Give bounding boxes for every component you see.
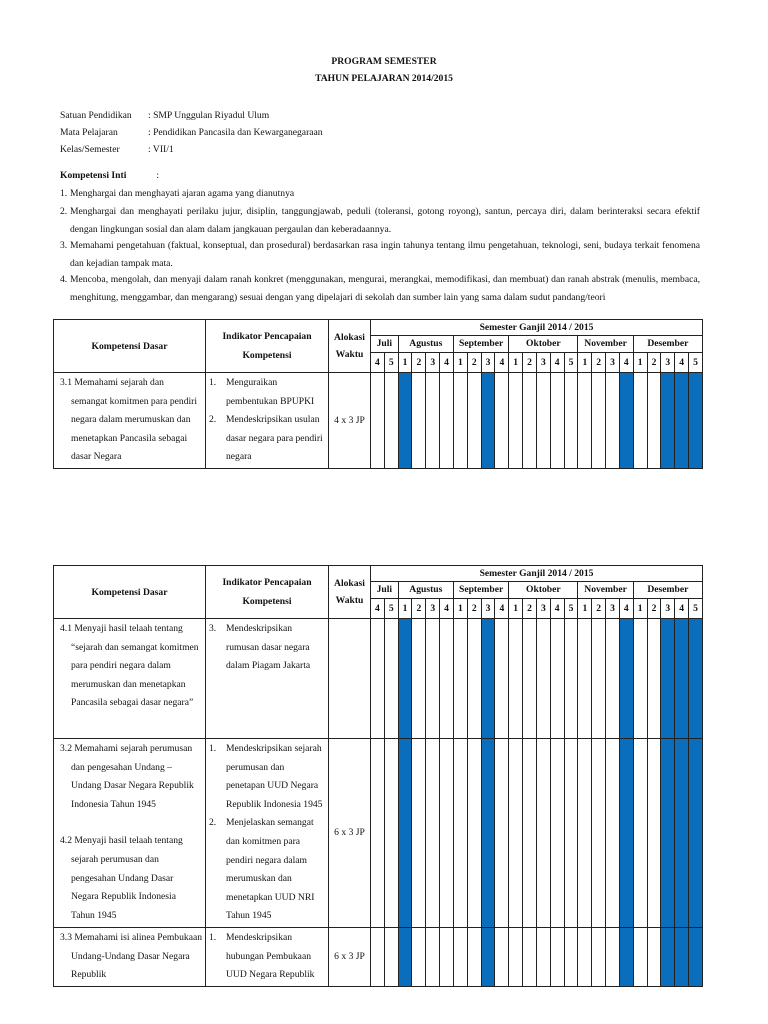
ki-number: 4. [60, 274, 68, 285]
header-week: 1 [398, 599, 412, 619]
week-cell [426, 619, 440, 739]
week-cell [578, 373, 592, 469]
header-week: 2 [467, 599, 481, 619]
week-cell [440, 739, 454, 928]
header-month: Oktober [509, 582, 578, 599]
week-cell-active [689, 739, 703, 928]
header-week: 1 [578, 599, 592, 619]
header-month: Agustus [398, 336, 453, 353]
indikator-number: 2. [209, 817, 217, 829]
kompetensi-inti-colon: : [156, 170, 160, 181]
kd-text: 3.1 Memahami sejarah dan semangat komitmen para pendiri negara dalam merumuskan dan menetapkan Pancasila sebagai dasar Negara [60, 377, 198, 463]
week-cell [509, 739, 523, 928]
week-cell [453, 373, 467, 469]
header-week: 4 [495, 599, 509, 619]
week-cell-active [675, 619, 689, 739]
week-cell [412, 739, 426, 928]
header-week: 4 [550, 599, 564, 619]
header-month: Oktober [509, 336, 578, 353]
week-cell [426, 927, 440, 986]
week-cell-active [481, 619, 495, 739]
indikator-text: Mendeskripsikan sejarah perumusan dan penetapan UUD Negara Republik Indonesia 1945 [226, 743, 323, 810]
week-cell [467, 373, 481, 469]
header-month: September [453, 582, 508, 599]
indikator-item [209, 411, 325, 467]
indikator-item [209, 929, 325, 985]
week-cell [647, 739, 661, 928]
week-cell [412, 619, 426, 739]
header-week: 3 [536, 353, 550, 373]
indikator-cell [206, 927, 329, 986]
header-week: 4 [675, 599, 689, 619]
week-cell [523, 619, 537, 739]
info-value: : VII/1 [148, 144, 174, 155]
week-cell-active [675, 739, 689, 928]
header-month: Desember [633, 336, 702, 353]
header-month: Agustus [398, 582, 453, 599]
kd-cell [54, 373, 206, 469]
indikator-item [209, 620, 325, 676]
week-cell [453, 739, 467, 928]
table-row [54, 927, 703, 986]
week-cell [536, 927, 550, 986]
indikator-number: 1. [209, 377, 217, 388]
week-cell [606, 373, 620, 469]
alokasi-cell [329, 619, 371, 739]
header-week: 3 [481, 353, 495, 373]
header-month: Juli [371, 336, 399, 353]
header-week: 2 [523, 599, 537, 619]
kd-text: 4.1 Menyaji hasil telaah tentang “sejarah dan semangat komitmen para pendiri negara dalam merumuskan dan menetapkan Pancasila sebagai dasar negara” [60, 623, 199, 709]
document-title: PROGRAM SEMESTER [331, 56, 437, 67]
kd-text: 3.2 Memahami sejarah perumusan dan pengesahan Undang – Undang Dasar Negara Republik Indonesia Tahun 1945 [60, 743, 194, 810]
kd-cell [54, 739, 206, 928]
header-week: 3 [661, 353, 675, 373]
week-cell [606, 739, 620, 928]
header-week: 4 [371, 353, 385, 373]
week-cell [633, 619, 647, 739]
ki-item [60, 185, 700, 203]
week-cell [495, 373, 509, 469]
header-week: 4 [371, 599, 385, 619]
week-cell [564, 927, 578, 986]
ki-number: 3. [60, 240, 68, 251]
indikator-text: Mendeskripsikan rumusan dasar negara dalam Piagam Jakarta [226, 623, 311, 672]
info-value: : Pendidikan Pancasila dan Kewarganegaraan [148, 127, 323, 138]
info-row [60, 144, 174, 155]
ki-item [60, 203, 700, 238]
header-semester: Semester Ganjil 2014 / 2015 [371, 566, 703, 582]
header-week: 2 [647, 599, 661, 619]
info-row [60, 110, 269, 121]
header-week: 5 [564, 599, 578, 619]
header-week: 3 [661, 599, 675, 619]
week-cell [523, 927, 537, 986]
alokasi-cell: 4 x 3 JP [329, 373, 371, 469]
header-indikator: Indikator Pencapaian Kompetensi [206, 566, 329, 619]
kompetensi-inti-title: Kompetensi Inti [60, 170, 127, 181]
header-week: 4 [440, 353, 454, 373]
week-cell [440, 619, 454, 739]
header-week: 2 [412, 353, 426, 373]
week-cell-active [689, 373, 703, 469]
week-cell [647, 619, 661, 739]
header-week: 1 [633, 353, 647, 373]
indikator-cell [206, 739, 329, 928]
header-week: 4 [440, 599, 454, 619]
week-cell [550, 619, 564, 739]
indikator-cell [206, 373, 329, 469]
header-week: 4 [495, 353, 509, 373]
info-value: : SMP Unggulan Riyadul Ulum [148, 110, 270, 121]
header-week: 2 [412, 599, 426, 619]
week-cell [426, 739, 440, 928]
week-cell-active [481, 373, 495, 469]
header-indikator: Indikator Pencapaian Kompetensi [206, 320, 329, 373]
week-cell [467, 619, 481, 739]
header-week: 3 [481, 599, 495, 619]
week-cell [371, 373, 385, 469]
indikator-cell [206, 619, 329, 739]
week-cell-active [675, 373, 689, 469]
week-cell [564, 739, 578, 928]
header-week: 2 [647, 353, 661, 373]
ki-item [60, 237, 700, 272]
header-week: 1 [509, 599, 523, 619]
ki-text: Menghargai dan menghayati perilaku jujur, disiplin, tanggungjawab, peduli (toleransi, gotong royong), santun, percaya diri, dalam berinteraksi secara efektif dengan lingkungan sosial dan alam dalam jangkauan pergaulan dan keberadaannya. [70, 206, 700, 235]
ki-number: 1. [60, 188, 68, 199]
indikator-item [209, 374, 325, 411]
week-cell-active [619, 373, 633, 469]
week-cell [384, 619, 398, 739]
indikator-item [209, 814, 325, 926]
week-cell [647, 927, 661, 986]
ki-text: Memahami pengetahuan (faktual, konseptual, dan prosedural) berdasarkan rasa ingin tahunya tentang ilmu pengetahuan, teknologi, seni, budaya terkait fenomena dan kejadian tampak mata. [70, 240, 700, 269]
indikator-text: Menguraikan pembentukan BPUPKI [226, 377, 315, 407]
header-alokasi-waktu: Alokasi Waktu [329, 566, 371, 619]
table-row [54, 619, 703, 739]
kd-text: 3.3 Memahami isi alinea Pembukaan Undang-Undang Dasar Negara Republik [60, 931, 203, 981]
week-cell [509, 373, 523, 469]
alokasi-cell: 6 x 3 JP [329, 739, 371, 928]
week-cell [550, 739, 564, 928]
program-semester-table-2 [53, 565, 703, 987]
ki-item [60, 271, 700, 306]
header-week: 1 [453, 353, 467, 373]
week-cell [633, 927, 647, 986]
kompetensi-inti-heading [60, 170, 159, 181]
header-month: November [578, 582, 633, 599]
week-cell [371, 927, 385, 986]
indikator-item [209, 740, 325, 814]
header-week: 4 [550, 353, 564, 373]
week-cell-active [689, 619, 703, 739]
week-cell-active [619, 619, 633, 739]
header-week: 4 [619, 353, 633, 373]
header-month: Desember [633, 582, 702, 599]
week-cell-active [675, 927, 689, 986]
week-cell [536, 739, 550, 928]
week-cell [384, 373, 398, 469]
info-label: Kelas/Semester [60, 144, 120, 155]
week-cell [467, 739, 481, 928]
header-semester: Semester Ganjil 2014 / 2015 [371, 320, 703, 336]
week-cell-active [661, 373, 675, 469]
header-week: 3 [606, 353, 620, 373]
week-cell [384, 739, 398, 928]
header-kompetensi-dasar: Kompetensi Dasar [54, 566, 206, 619]
week-cell [495, 739, 509, 928]
header-week: 2 [592, 353, 606, 373]
header-week: 1 [398, 353, 412, 373]
week-cell [578, 739, 592, 928]
week-cell [647, 373, 661, 469]
indikator-text: Mendeskripsikan hubungan Pembukaan UUD Negara Republik [226, 931, 315, 981]
week-cell [592, 619, 606, 739]
ki-number: 2. [60, 206, 68, 217]
table-row [54, 739, 703, 928]
week-cell [550, 927, 564, 986]
header-week: 3 [426, 353, 440, 373]
ki-text: Menghargai dan menghayati ajaran agama yang dianutnya [70, 188, 295, 199]
week-cell [592, 373, 606, 469]
week-cell-active [619, 739, 633, 928]
week-cell [536, 619, 550, 739]
week-cell [592, 927, 606, 986]
header-week: 4 [675, 353, 689, 373]
week-cell [384, 927, 398, 986]
header-week: 2 [467, 353, 481, 373]
week-cell [495, 619, 509, 739]
week-cell-active [481, 739, 495, 928]
week-cell [523, 739, 537, 928]
week-cell-active [661, 619, 675, 739]
indikator-text: Menjelaskan semangat dan komitmen para pendiri negara dalam merumuskan dan menetapkan UUD NRI Tahun 1945 [226, 817, 315, 922]
week-cell [550, 373, 564, 469]
header-week: 5 [689, 599, 703, 619]
week-cell-active [398, 739, 412, 928]
header-week: 5 [384, 599, 398, 619]
header-week: 1 [633, 599, 647, 619]
week-cell [592, 739, 606, 928]
week-cell-active [661, 927, 675, 986]
header-week: 2 [523, 353, 537, 373]
week-cell [536, 373, 550, 469]
header-week: 1 [509, 353, 523, 373]
week-cell [371, 619, 385, 739]
week-cell [453, 619, 467, 739]
week-cell [467, 927, 481, 986]
header-week: 3 [536, 599, 550, 619]
week-cell-active [398, 373, 412, 469]
header-week: 5 [564, 353, 578, 373]
indikator-number: 3. [209, 623, 217, 634]
document-subtitle: TAHUN PELAJARAN 2014/2015 [315, 73, 453, 84]
info-row [60, 127, 323, 138]
week-cell [606, 927, 620, 986]
week-cell-active [398, 619, 412, 739]
header-week: 2 [592, 599, 606, 619]
week-cell [578, 619, 592, 739]
week-cell [426, 373, 440, 469]
info-label: Satuan Pendidikan [60, 110, 132, 121]
alokasi-cell: 6 x 3 JP [329, 927, 371, 986]
week-cell-active [398, 927, 412, 986]
week-cell [440, 927, 454, 986]
info-label: Mata Pelajaran [60, 127, 118, 138]
week-cell [564, 619, 578, 739]
week-cell [578, 927, 592, 986]
week-cell-active [619, 927, 633, 986]
kd-cell [54, 619, 206, 739]
week-cell [453, 927, 467, 986]
header-week: 1 [578, 353, 592, 373]
week-cell [440, 373, 454, 469]
indikator-number: 1. [209, 743, 217, 754]
header-week: 3 [606, 599, 620, 619]
kd-text: 4.2 Menyaji hasil telaah tentang sejarah perumusan dan pengesahan Undang Dasar Negara Republik Indonesia Tahun 1945 [60, 835, 183, 921]
week-cell [495, 927, 509, 986]
header-month: September [453, 336, 508, 353]
week-cell [523, 373, 537, 469]
week-cell [509, 927, 523, 986]
indikator-number: 1. [209, 931, 217, 943]
ki-text: Mencoba, mengolah, dan menyaji dalam ranah konkret (menggunakan, mengurai, merangkai, memodifikasi, dan membuat) dan ranah abstrak (menulis, membaca, menghitung, menggambar, dan mengarang) sesuai dengan yang dipelajari di sekolah dan sumber lain yang sama dalam sudut pandang/teori [70, 274, 700, 303]
week-cell [633, 373, 647, 469]
header-week: 5 [384, 353, 398, 373]
table-row [54, 373, 703, 469]
header-alokasi-waktu: Alokasi Waktu [329, 320, 371, 373]
week-cell [564, 373, 578, 469]
header-kompetensi-dasar: Kompetensi Dasar [54, 320, 206, 373]
header-month: Juli [371, 582, 399, 599]
week-cell-active [689, 927, 703, 986]
week-cell [509, 619, 523, 739]
header-month: November [578, 336, 633, 353]
week-cell [412, 373, 426, 469]
kd-cell [54, 927, 206, 986]
header-week: 1 [453, 599, 467, 619]
indikator-number: 2. [209, 414, 217, 426]
header-week: 3 [426, 599, 440, 619]
week-cell-active [661, 739, 675, 928]
week-cell [371, 739, 385, 928]
week-cell [633, 739, 647, 928]
header-week: 4 [619, 599, 633, 619]
week-cell [606, 619, 620, 739]
week-cell [412, 927, 426, 986]
indikator-text: Mendeskripsikan usulan dasar negara para pendiri negara [226, 414, 323, 463]
header-week: 5 [689, 353, 703, 373]
program-semester-table-1 [53, 319, 703, 469]
week-cell-active [481, 927, 495, 986]
